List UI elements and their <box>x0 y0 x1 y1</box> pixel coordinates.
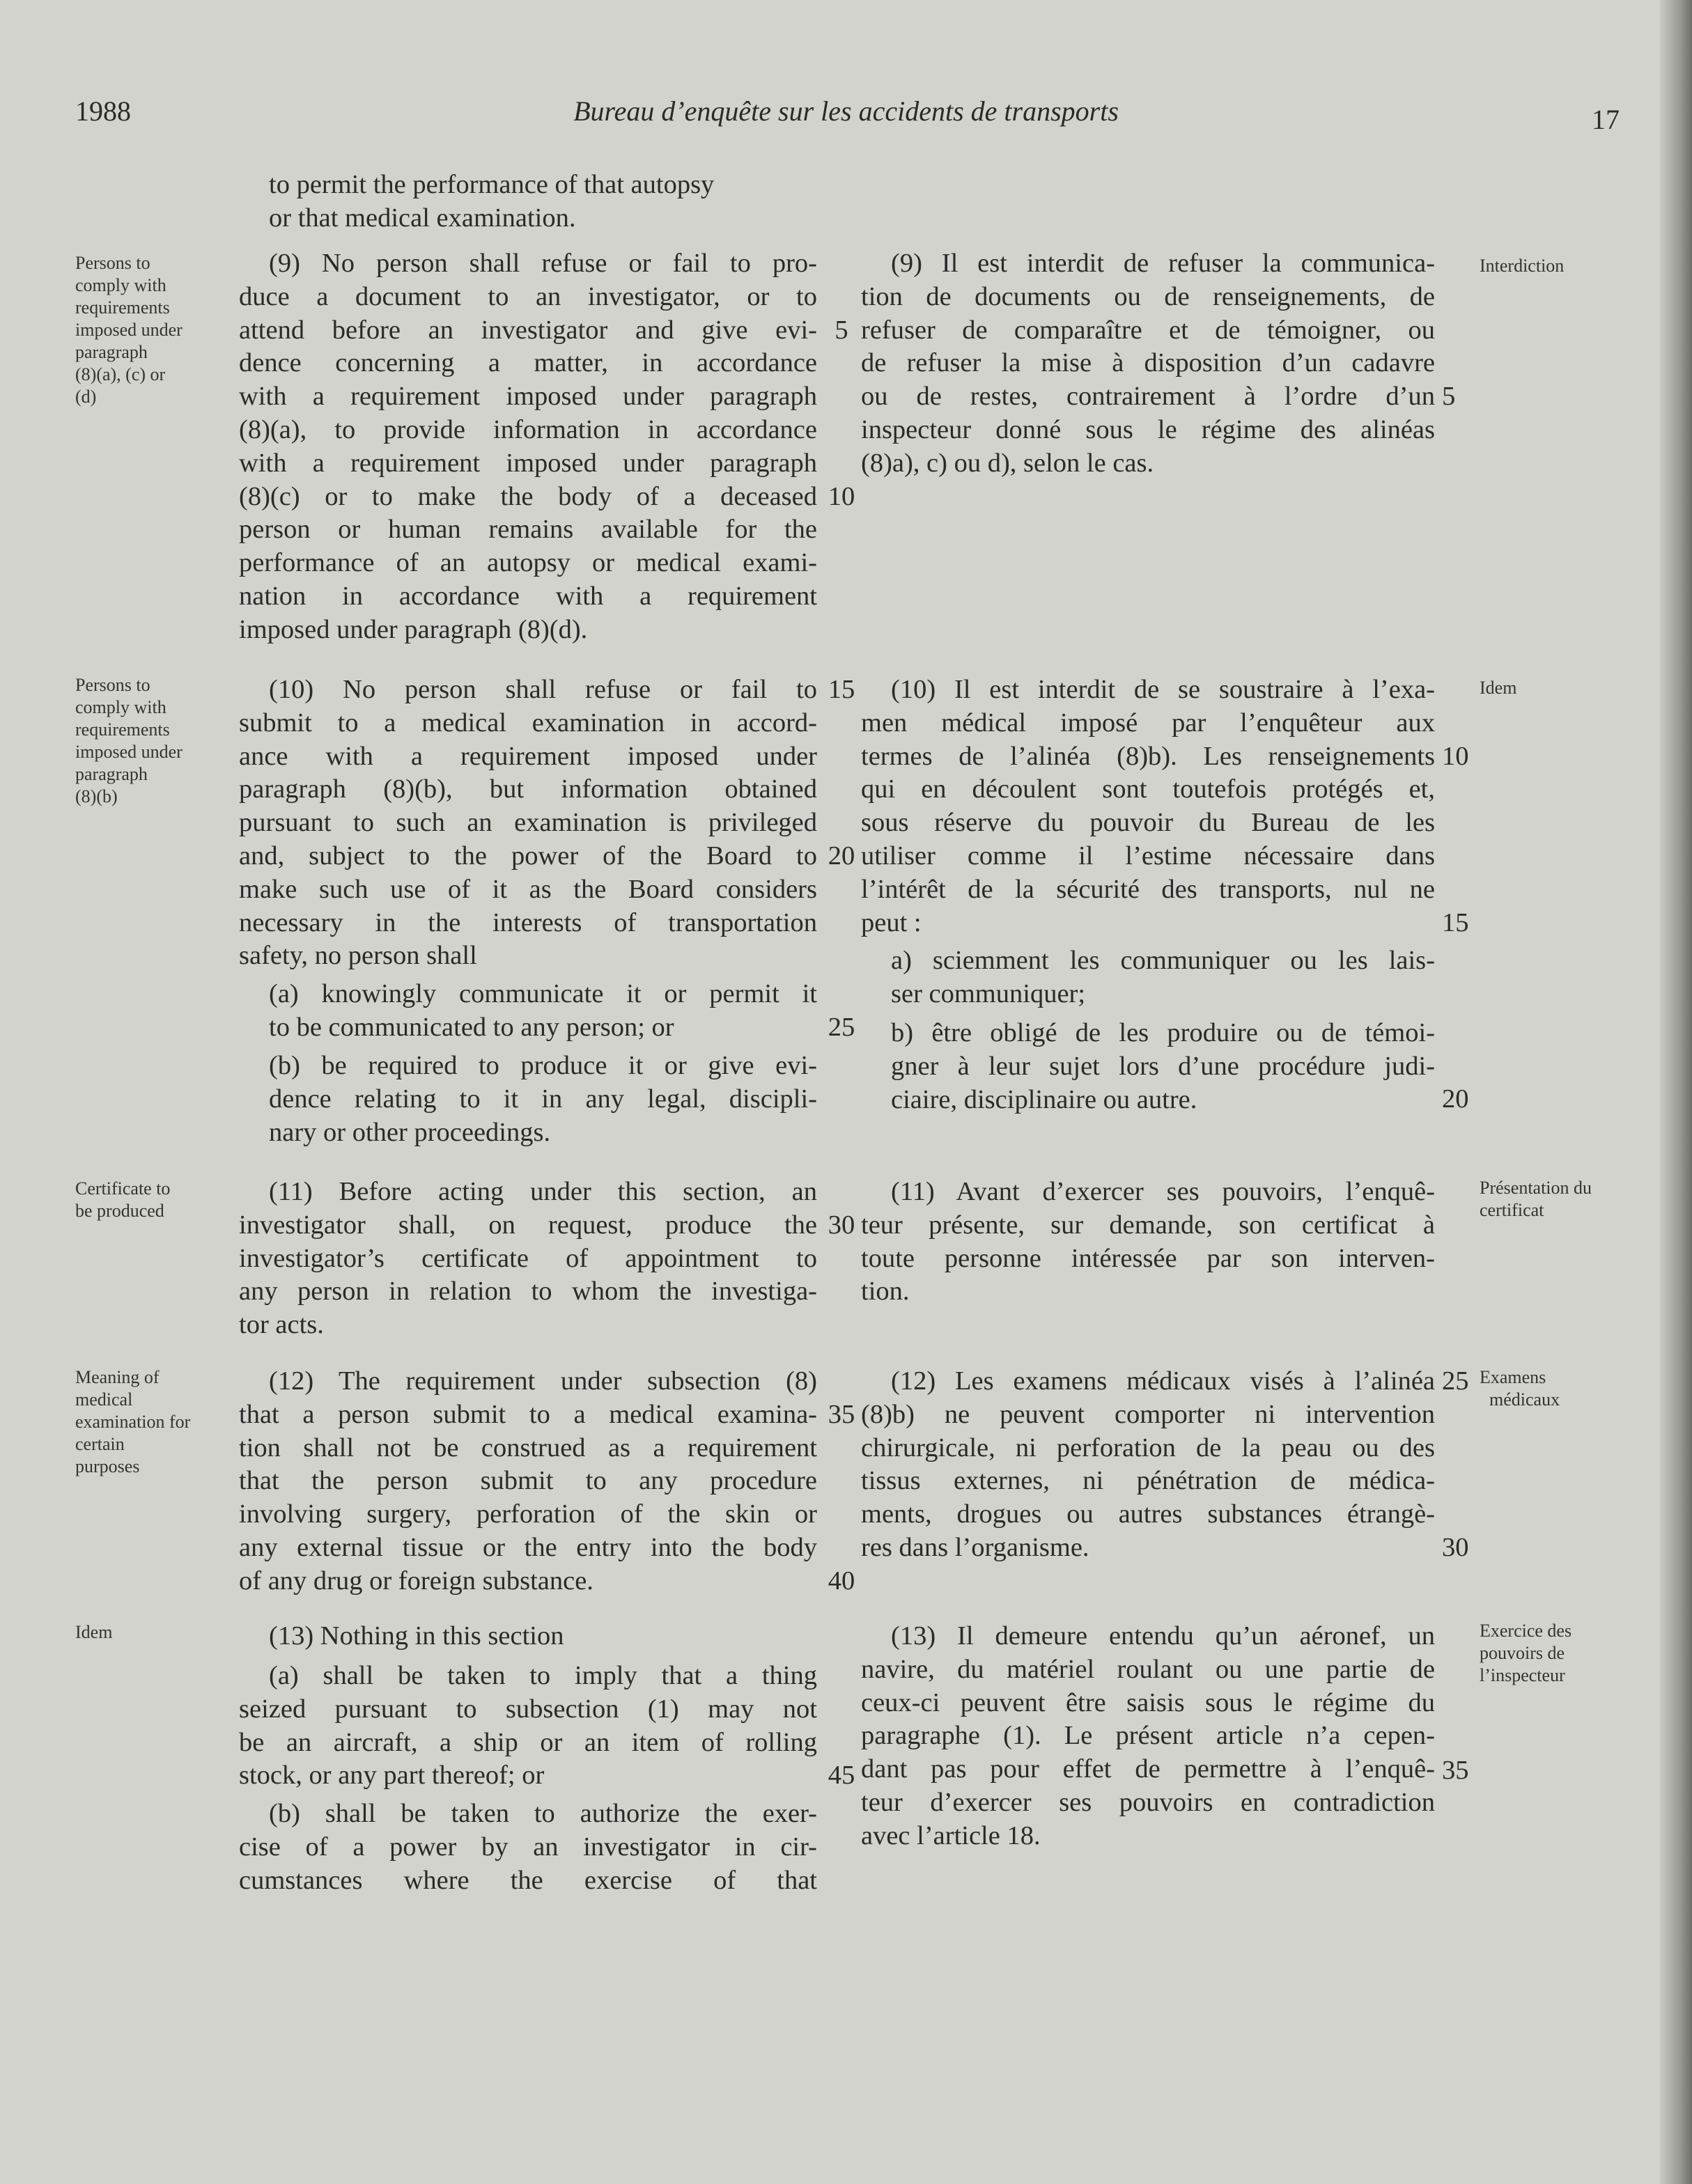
english-subsection-12: (12) The requirement under subsection (8) that a person submit to a medical examina- tion shall not be construed as a requirement that the person submit to any procedure involving surgery, perforation of the skin or any external tissue or the entry into the body of any drug or foreign substance. <box>239 1366 817 1596</box>
line-number: 5 <box>1442 382 1456 411</box>
page-number: 17 <box>1592 104 1620 135</box>
margin-note-left-13: Idem <box>75 1622 113 1642</box>
english-subsection-10: (10) No person shall refuse or fail to submit to a medical examination in accord- ance with a requirement imposed under paragraph (8)(b), but information obtained pursuant to such an examination is privileged and, subject to the power of the Board to make such use of it as the Board considers necessary in the interests of transportation safety, no person shall <box>239 675 817 971</box>
english-subsection-9: (9) No person shall refuse or fail to pro- duce a document to an investigator, or to attend before an investigator and give evi- dence concerning a matter, in accordance with a requirement imposed under paragraph (8)(a), to provide information in accordance with a requirement imposed under paragraph (8)(c) or to make the body of a deceased person or human remains available for the performance of an autopsy or medical exami- nation in accordance with a requirement imposed under paragraph (8)(d). <box>239 249 817 644</box>
line-number: 15 <box>1442 908 1469 937</box>
line-number: 35 <box>828 1400 855 1429</box>
margin-note-left-10: Persons to comply with requirements imposed under paragraph (8)(b) <box>75 675 183 806</box>
line-number: 30 <box>828 1210 855 1240</box>
margin-note-right-12: Examens médicaux <box>1480 1367 1560 1410</box>
margin-note-left-12: Meaning of medical examination for certain purposes <box>75 1367 191 1476</box>
french-subsection-11: (11) Avant d’exercer ses pouvoirs, l’enquê- teur présente, sur demande, son certificat à toute personne intéressée par son interven- tion. <box>861 1177 1435 1306</box>
line-number: 45 <box>828 1761 855 1790</box>
line-number: 40 <box>828 1566 855 1596</box>
french-paragraph-10a: a) sciemment les communiquer ou les lais- ser communiquer; <box>891 946 1435 1008</box>
french-paragraph-10b: b) être obligé de les produire ou de témoi- gner à leur sujet lors d’une procédure judi- ciaire, disciplinaire ou autre. <box>891 1018 1435 1114</box>
line-number: 25 <box>1442 1366 1469 1396</box>
french-subsection-12: (12) Les examens médicaux visés à l’alinéa (8)b) ne peuvent comporter ni intervention chirurgicale, ni perforation de la peau ou des tissus externes, ni pénétration de médica- ments, drogues ou autres substances étrangè- res dans l’organisme. <box>861 1366 1435 1562</box>
header-year: 1988 <box>75 95 131 127</box>
english-paragraph-13b: (b) shall be taken to authorize the exer- cise of a power by an investigator in cir- cumstances where the exercise of that <box>239 1799 817 1895</box>
header-title: Bureau d’enquête sur les accidents de transports <box>573 95 1119 127</box>
margin-note-right-9: Interdiction <box>1480 256 1565 276</box>
english-paragraph-13a: (a) shall be taken to imply that a thing seized pursuant to subsection (1) may not be an aircraft, a ship or an item of rolling stock, or any part thereof; or <box>239 1661 817 1791</box>
english-paragraph-10a: (a) knowingly communicate it or permit it to be communicated to any person; or <box>269 979 817 1042</box>
english-subsection-13: (13) Nothing in this section <box>269 1621 564 1651</box>
margin-note-right-10: Idem <box>1480 678 1517 698</box>
page-spine-shadow <box>1660 0 1692 2184</box>
line-number: 30 <box>1442 1533 1469 1562</box>
line-number: 20 <box>1442 1084 1469 1114</box>
english-paragraph-10b: (b) be required to produce it or give evi- dence relating to it in any legal, discipli- nary or other proceedings. <box>269 1051 817 1147</box>
line-number: 25 <box>828 1013 855 1042</box>
english-subsection-11: (11) Before acting under this section, an investigator shall, on request, produce the investigator’s certificate of appointment to any person in relation to whom the investiga- tor acts. <box>239 1177 817 1340</box>
margin-note-right-11: Présentation du certificat <box>1480 1178 1592 1220</box>
line-number: 10 <box>828 482 855 511</box>
margin-note-right-13: Exercice des pouvoirs de l’inspecteur <box>1480 1621 1572 1685</box>
french-subsection-9: (9) Il est interdit de refuser la communica- tion de documents ou de renseignements, de refuser de comparaître et de témoigner, ou de refuser la mise à disposition d’un cadavre ou de restes, contrairement à l’ordre d’un inspecteur donné sous le régime des alinéas (8)a), c) ou d), selon le cas. <box>861 249 1435 478</box>
margin-note-left-11: Certificate to be produced <box>75 1178 171 1221</box>
line-number: 20 <box>828 841 855 871</box>
line-number: 15 <box>828 675 855 704</box>
line-number: 10 <box>1442 742 1469 771</box>
english-intro: to permit the performance of that autopsy or that medical examination. <box>269 170 715 233</box>
line-number: 5 <box>835 315 848 345</box>
french-subsection-13: (13) Il demeure entendu qu’un aéronef, un navire, du matériel roulant ou une partie de ceux-ci peuvent être saisis sous le régime du paragraphe (1). Le présent article n’a cepen- dant pas pour effet de permettre à l’enquê- teur d’exercer ses pouvoirs en contradiction avec l’article 18. <box>861 1621 1435 1850</box>
margin-note-left-9: Persons to comply with requirements imposed under paragraph (8)(a), (c) or (d) <box>75 253 183 407</box>
french-subsection-10: (10) Il est interdit de se soustraire à l’exa- men médical imposé par l’enquêteur aux termes de l’alinéa (8)b). Les renseignements qui en découlent sont toutefois protégés et, sous réserve du pouvoir du Bureau de les utiliser comme il l’estime nécessaire dans l’intérêt de la sécurité des transports, nul ne peut : <box>861 675 1435 937</box>
line-number: 35 <box>1442 1756 1469 1785</box>
